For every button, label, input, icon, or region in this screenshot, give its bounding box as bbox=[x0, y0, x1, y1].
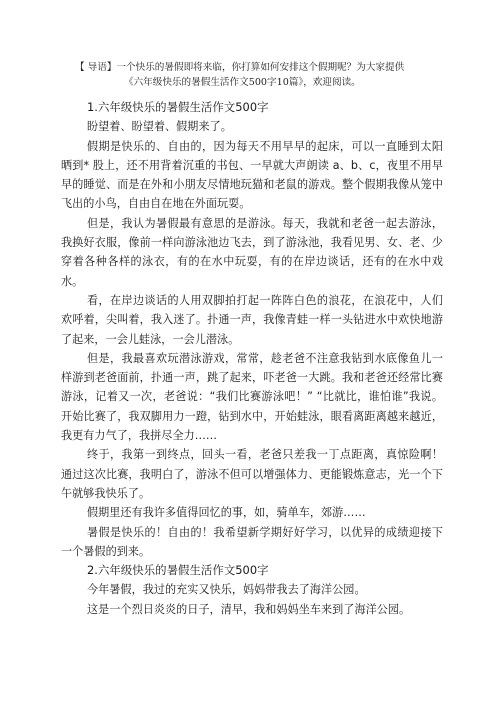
paragraph: 假期里还有我许多值得回忆的事，如，骑单车，郊游…… bbox=[87, 506, 366, 520]
paragraph: 盼望着、盼望着、假期来了。 bbox=[87, 120, 232, 134]
paragraph: 暑假是快乐的！自由的！我希望新学期好好学习，以优异的成绩迎接下一个暑假的到来。 bbox=[61, 525, 443, 558]
paragraph: 终于，我第一到终点，回头一看，老爸只差我一丁点距离，真惊险啊！通过这次比赛，我明白了，游泳不但可以增强体力、更能锻炼意志，光一个下午就够我快乐了。 bbox=[61, 448, 443, 500]
paragraph: 这是一个烈日炎炎的日子，清早，我和妈妈坐车来到了海洋公园。 bbox=[87, 602, 411, 616]
essay-heading: 1.六年级快乐的暑假生活作文500字 bbox=[87, 100, 269, 114]
intro-guide bbox=[75, 60, 435, 90]
paragraph: 今年暑假，我过的充实又快乐，妈妈带我去了海洋公园。 bbox=[87, 583, 366, 597]
paragraph: 假期是快乐的、自由的，因为每天不用早早的起床，可以一直睡到太阳晒到* 股上，还不用背着沉重的书包、一早就大声朗读 a、b、c，夜里不用早早的睡觉、而是在外和小朋友尽情地玩猫和老鼠的游戏。整个假期我像从笼中飞出的小鸟，自由自在地在外面玩耍。 bbox=[61, 139, 443, 211]
guide-text-line1: 一个快乐的暑假即将来临，你打算如何安排这个假期呢？为大家提供 bbox=[116, 62, 405, 73]
guide-text-line2: 《六年级快乐的暑假生活作文500字10篇》，欢迎阅读。 bbox=[124, 77, 361, 88]
paragraph: 但是，我最喜欢玩潜泳游戏，常常，趁老爸不注意我钻到水底像鱼儿一样游到老爸面前，扑通一声，跳了起来，吓老爸一大跳。我和老爸还经常比赛游泳，记着又一次，老爸说：“我们比赛游泳吧！” “比就比，谁怕谁”我说。开始比赛了，我双脚用力一蹬，钻到水中，开始蛙泳，眼看离距离越来越近，我更有力气了，我拼尽全力…… bbox=[61, 351, 443, 443]
essay-body bbox=[61, 98, 443, 619]
guide-label: 【 导语】 bbox=[75, 62, 117, 73]
paragraph: 看，在岸边谈话的人用双脚拍打起一阵阵白色的浪花，在浪花中，人们欢呼着，尖叫着，我入迷了。扑通一声，我像青蛙一样一头钻进水中欢快地游了起来，一会儿蛙泳，一会儿潜泳。 bbox=[61, 293, 443, 346]
essay-heading: 2.六年级快乐的暑假生活作文500字 bbox=[87, 563, 269, 578]
paragraph: 但是，我认为暑假最有意思的是游泳。每天，我就和老爸一起去游泳，我换好衣服，像前一样向游泳池边飞去，到了游泳池，我看见男、女、老、少穿着各种各样的泳衣，有的在水中玩耍，有的在岸边谈话，还有的在水中戏水。 bbox=[61, 216, 443, 288]
